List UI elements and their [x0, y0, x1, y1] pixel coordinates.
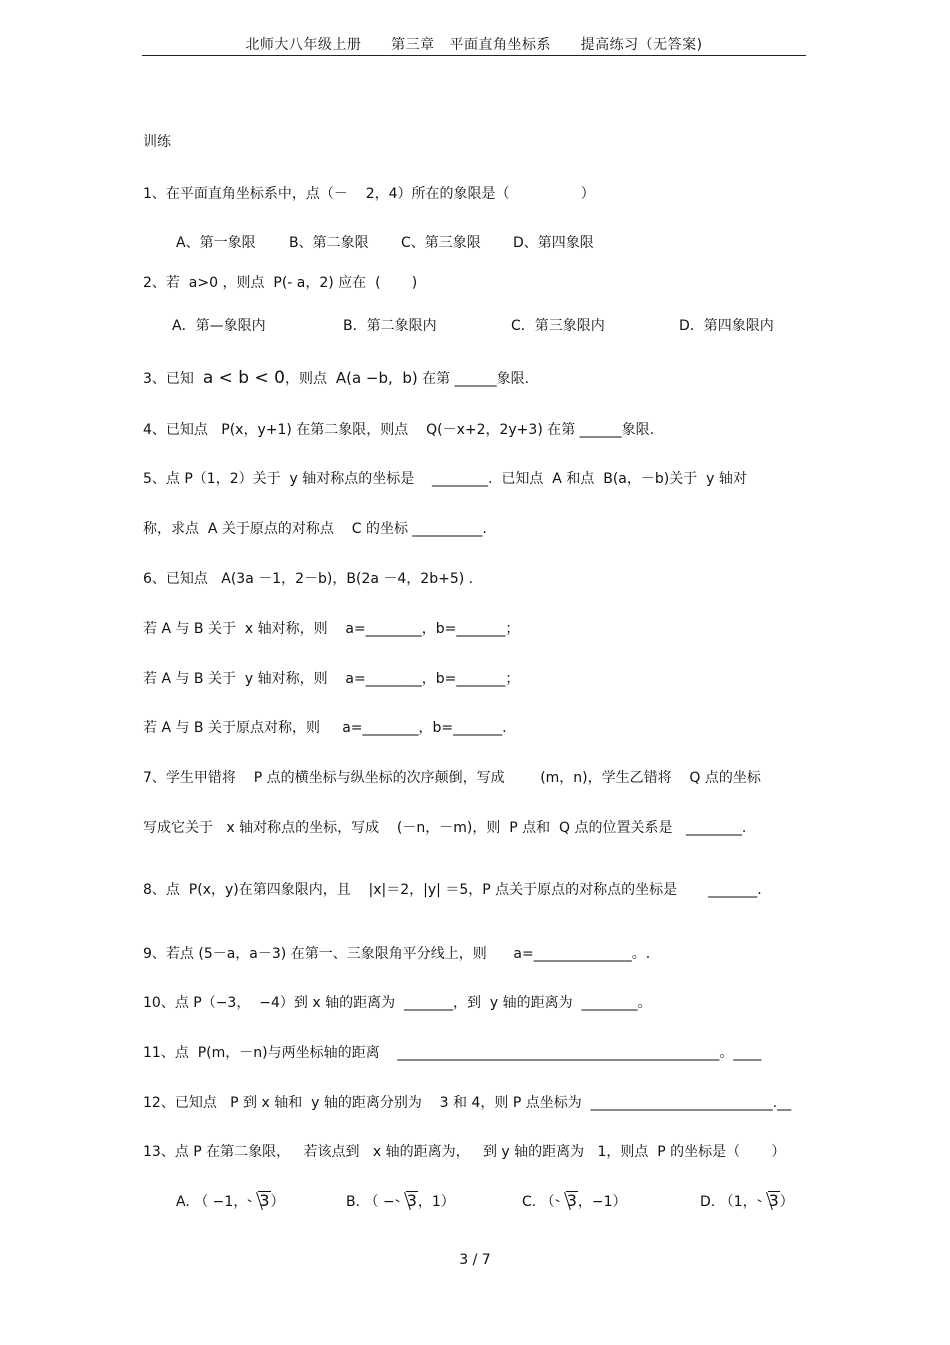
q13-option-a-pre: A. （ −1， [176, 1194, 248, 1210]
q13-option-c-radicand: 3 [566, 1191, 577, 1210]
question-11: 11、点 P(m，－n)与两坐标轴的距离 ______________________________________________。____ [143, 1045, 762, 1061]
question-2-stem: 2、若 a>0 ，则点 P(- a，2) 应在 ( ) [143, 275, 418, 291]
q13-option-d-post: ） [779, 1194, 794, 1210]
q3-point: A(a −b, b) [335, 369, 418, 387]
question-13-stem: 13、点 P 在第二象限， 若该点到 x 轴的距离为， 到 y 轴的距离为 1，则点 P 的坐标是（ ） [143, 1144, 786, 1160]
q13-option-d [700, 1191, 794, 1211]
section-title: 训练 [143, 134, 171, 150]
q13-option-d-radicand: 3 [768, 1191, 779, 1210]
question-6-line3: 若 A 与 B 关于原点对称，则 a=________，b=_______. [143, 720, 507, 736]
sqrt-symbol [247, 1191, 270, 1211]
question-8: 8、点 P(x，y)在第四象限内，且 |x|＝2，|y| ＝5，P 点关于原点的对称点的坐标是 _______. [143, 882, 762, 898]
question-12: 12、已知点 P 到 x 轴和 y 轴的距离分别为 3 和 4，则 P 点坐标为 __________________________.__ [143, 1095, 792, 1111]
q2-option-c: C．第三象限内 [511, 318, 605, 334]
q1-option-b: B、第二象限 [289, 235, 369, 251]
q3-pre: 3、已知 [143, 371, 203, 387]
question-4: 4、已知点 P(x，y+1) 在第二象限，则点 Q(－x+2，2y+3) 在第 ______象限. [143, 422, 655, 438]
question-7-line2: 写成它关于 x 轴对称点的坐标，写成 (－n，－m)，则 P 点和 Q 点的位置关系是 ________. [143, 820, 747, 836]
question-3 [143, 369, 529, 388]
q1-option-c: C、第三象限 [401, 235, 481, 251]
question-5-line2: 称，求点 A 关于原点的对称点 C 的坐标 __________. [143, 521, 487, 537]
q13-option-b-radicand: 3 [406, 1191, 417, 1210]
question-6-line1: 若 A 与 B 关于 x 轴对称，则 a=________，b=_______； [143, 621, 520, 637]
page-number: 3 / 7 [459, 1252, 491, 1268]
q2-option-d: D．第四象限内 [679, 318, 774, 334]
q1-option-d: D、第四象限 [513, 235, 594, 251]
q2-option-b: B．第二象限内 [343, 318, 437, 334]
q1-option-a: A、第一象限 [176, 235, 256, 251]
q3-mid: ，则点 [284, 371, 336, 387]
header-rule [142, 55, 806, 56]
q13-option-c-post: ，−1） [577, 1194, 627, 1210]
question-1-stem: 1、在平面直角坐标系中，点（－ 2，4）所在的象限是（ ） [143, 186, 595, 202]
sqrt-symbol [757, 1191, 780, 1211]
q13-option-d-pre: D. （1， [700, 1194, 757, 1210]
q2-option-a: A．第—象限内 [172, 318, 266, 334]
q13-option-a [176, 1191, 285, 1211]
q13-option-b-post: ，1） [417, 1194, 455, 1210]
question-6-line2: 若 A 与 B 关于 y 轴对称，则 a=________，b=_______； [143, 671, 520, 687]
q13-option-b [346, 1191, 455, 1211]
q13-option-a-radicand: 3 [259, 1191, 270, 1210]
question-9: 9、若点 (5－a，a－3) 在第一、三象限角平分线上，则 a=______________。. [143, 946, 651, 962]
question-7-line1: 7、学生甲错将 P 点的横坐标与纵坐标的次序颠倒，写成 (m，n)，学生乙错将 Q 点的坐标 [143, 770, 761, 786]
page-header: 北师大八年级上册 第三章 平面直角坐标系 提高练习（无答案) [245, 37, 703, 53]
q13-option-a-post: ） [270, 1194, 285, 1210]
question-10: 10、点 P（−3， −4）到 x 轴的距离为 _______，到 y 轴的距离为 ________。 [143, 995, 652, 1011]
q13-option-b-pre: B. （ − [346, 1194, 395, 1210]
q13-option-c [522, 1191, 627, 1211]
sqrt-symbol [555, 1191, 578, 1211]
q3-inequality: a < b < 0 [202, 368, 285, 388]
question-6-stem: 6、已知点 A(3a －1，2－b)，B(2a －4，2b+5) . [143, 571, 474, 587]
q13-option-c-pre: C. （ [522, 1194, 555, 1210]
sqrt-symbol [395, 1191, 418, 1211]
question-5-line1: 5、点 P（1，2）关于 y 轴对称点的坐标是 ________. 已知点 A 和点 B(a，－b)关于 y 轴对 [143, 471, 747, 487]
q3-post: 在第 ______象限. [417, 371, 530, 387]
